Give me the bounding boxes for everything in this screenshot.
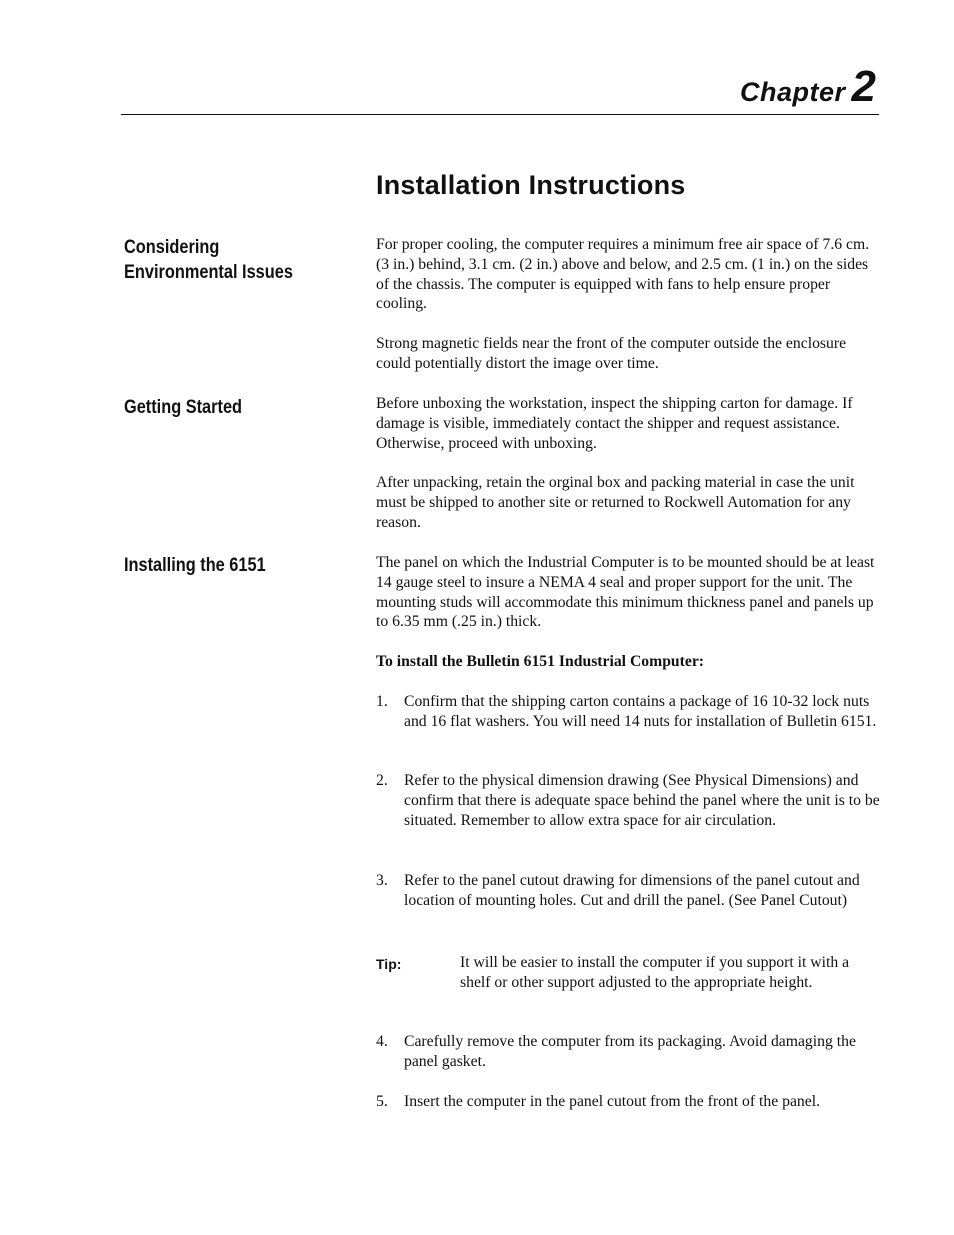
paragraph-retain-box: After unpacking, retain the orginal box and packing material in case the unit must be shipped to another site or returned to Rockwell Automation for any reason.: [376, 474, 855, 531]
paragraph-cooling: For proper cooling, the computer requires a minimum free air space of 7.6 cm. (3 in.) behind, 3.1 cm. (2 in.) above and below, and 2.5 cm. (1 in.) on the sides of the chassis. The computer is equipped with fans to help ensure proper cooling.: [376, 236, 870, 313]
list-item: [376, 692, 884, 732]
step-number: 3.: [376, 872, 388, 889]
list-item: [376, 1032, 884, 1072]
paragraph-panel: The panel on which the Industrial Computer is to be mounted should be at least 14 gauge steel to insure a NEMA 4 seal and proper support for the unit. The mounting studs will accommodate this minimum thickness panel and panels up to 6.35 mm (.25 in.) thick.: [376, 554, 875, 631]
step-number: 5.: [376, 1093, 388, 1110]
list-item: [376, 1092, 884, 1112]
step-number: 4.: [376, 1033, 388, 1050]
paragraph-inspect: Before unboxing the workstation, inspect the shipping carton for damage. If damage is visible, immediately contact the shipper and request assistance. Otherwise, proceed with unboxing.: [376, 395, 853, 452]
step-text: Insert the computer in the panel cutout from the front of the panel.: [404, 1093, 821, 1110]
list-item: [376, 771, 884, 830]
paragraph-magnetic: Strong magnetic fields near the front of the computer outside the enclosure could potentially distort the image over time.: [376, 335, 847, 372]
section-heading-installing: Installing the 6151: [124, 555, 266, 576]
step-text: Carefully remove the computer from its packaging. Avoid damaging the panel gasket.: [404, 1033, 856, 1070]
step-text: Confirm that the shipping carton contains a package of 16 10-32 lock nuts and 16 flat washers. You will need 14 nuts for installation of Bulletin 6151.: [404, 693, 877, 730]
tip-label: Tip:: [376, 956, 402, 972]
chapter-heading: [740, 62, 876, 112]
tip-text: It will be easier to install the computer if you support it with a shelf or other support adjusted to the appropriate height.: [460, 954, 850, 991]
step-text: Refer to the physical dimension drawing (See Physical Dimensions) and confirm that there is adequate space behind the panel where the unit is to be situated. Remember to allow extra space for air circulation.: [404, 772, 880, 829]
header-rule: [121, 114, 879, 115]
section-heading-environmental: Considering Environmental Issues: [124, 237, 293, 283]
section-heading-getting-started: Getting Started: [124, 397, 243, 418]
page-title: Installation Instructions: [376, 170, 686, 200]
step-text: Refer to the panel cutout drawing for dimensions of the panel cutout and location of mounting holes. Cut and drill the panel. (See Panel Cutout): [404, 872, 860, 909]
list-item: [376, 871, 884, 911]
chapter-number: 2: [851, 62, 876, 111]
step-number: 1.: [376, 693, 388, 710]
chapter-word: Chapter: [740, 77, 846, 107]
step-number: 2.: [376, 772, 388, 789]
procedure-heading: To install the Bulletin 6151 Industrial Computer:: [376, 653, 705, 670]
